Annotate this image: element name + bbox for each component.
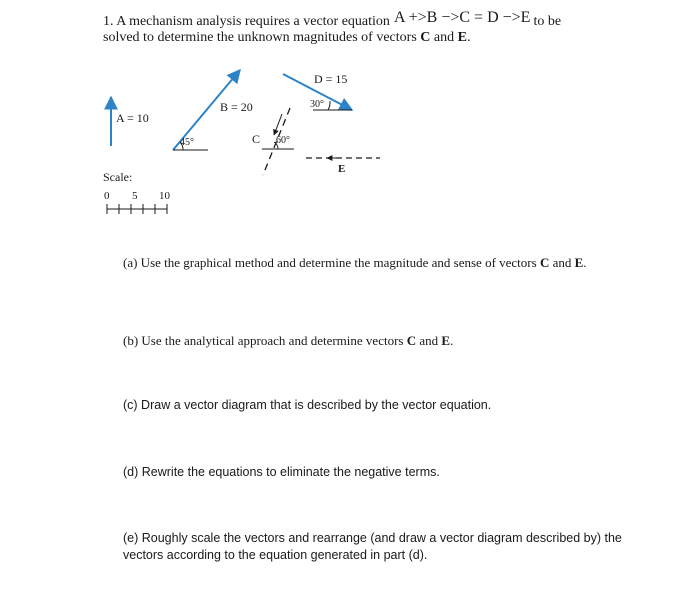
problem-text-part1: A mechanism analysis requires a vector equation (116, 14, 390, 29)
question-a-text: (a) Use the graphical method and determine the magnitude and sense of vectors (123, 255, 537, 270)
vector-c-label: C (252, 132, 261, 146)
vector-c-ref: C (420, 30, 431, 45)
angle-30-label: 30° (310, 99, 324, 110)
question-c: (c) Draw a vector diagram that is described by the vector equation. (123, 398, 492, 412)
question-b-text: (b) Use the analytical approach and determine vectors (123, 333, 404, 348)
question-a-e: E (574, 255, 584, 270)
vector-a (111, 97, 149, 146)
question-b-e: E (441, 333, 451, 348)
scale-tick-0: 0 (104, 190, 110, 202)
question-a-end: . (583, 255, 587, 270)
question-a-and: and (552, 255, 572, 270)
vector-d-label: D = 15 (314, 72, 348, 86)
vector-b (173, 70, 253, 150)
scale-tick-5: 5 (132, 190, 138, 202)
problem-number: 1. (103, 14, 114, 29)
and-word: and (433, 30, 455, 45)
vector-e-ref: E (457, 30, 467, 45)
vector-c (252, 108, 294, 175)
scale-label: Scale: (103, 170, 133, 184)
period: . (466, 30, 471, 45)
vector-b-label: B = 20 (220, 100, 253, 114)
vector-diagram (0, 0, 700, 240)
question-b (123, 333, 453, 349)
vector-e-label: E (338, 163, 346, 175)
vector-e (306, 158, 380, 175)
line2-prefix: solved to determine the unknown magnitudes of vectors (103, 30, 417, 45)
question-b-and: and (419, 333, 439, 348)
question-b-c: C (406, 333, 417, 348)
angle-45-label: 45° (180, 137, 194, 148)
question-a-c: C (539, 255, 550, 270)
scale (103, 170, 171, 214)
scale-tick-10: 10 (159, 190, 170, 202)
vector-a-label: A = 10 (116, 111, 149, 125)
vector-d (283, 72, 352, 110)
question-d: (d) Rewrite the equations to eliminate the negative terms. (123, 465, 440, 479)
question-b-end: . (450, 333, 454, 348)
question-e: (e) Roughly scale the vectors and rearrange (and draw a vector diagram described by) the vectors according to the equation generated in part (d). (123, 531, 622, 562)
problem-text-part2: to be (533, 14, 562, 29)
vector-equation: A +>B −>C = D −>E (393, 9, 531, 26)
question-a (123, 255, 587, 271)
angle-60-label: 60° (276, 135, 290, 146)
